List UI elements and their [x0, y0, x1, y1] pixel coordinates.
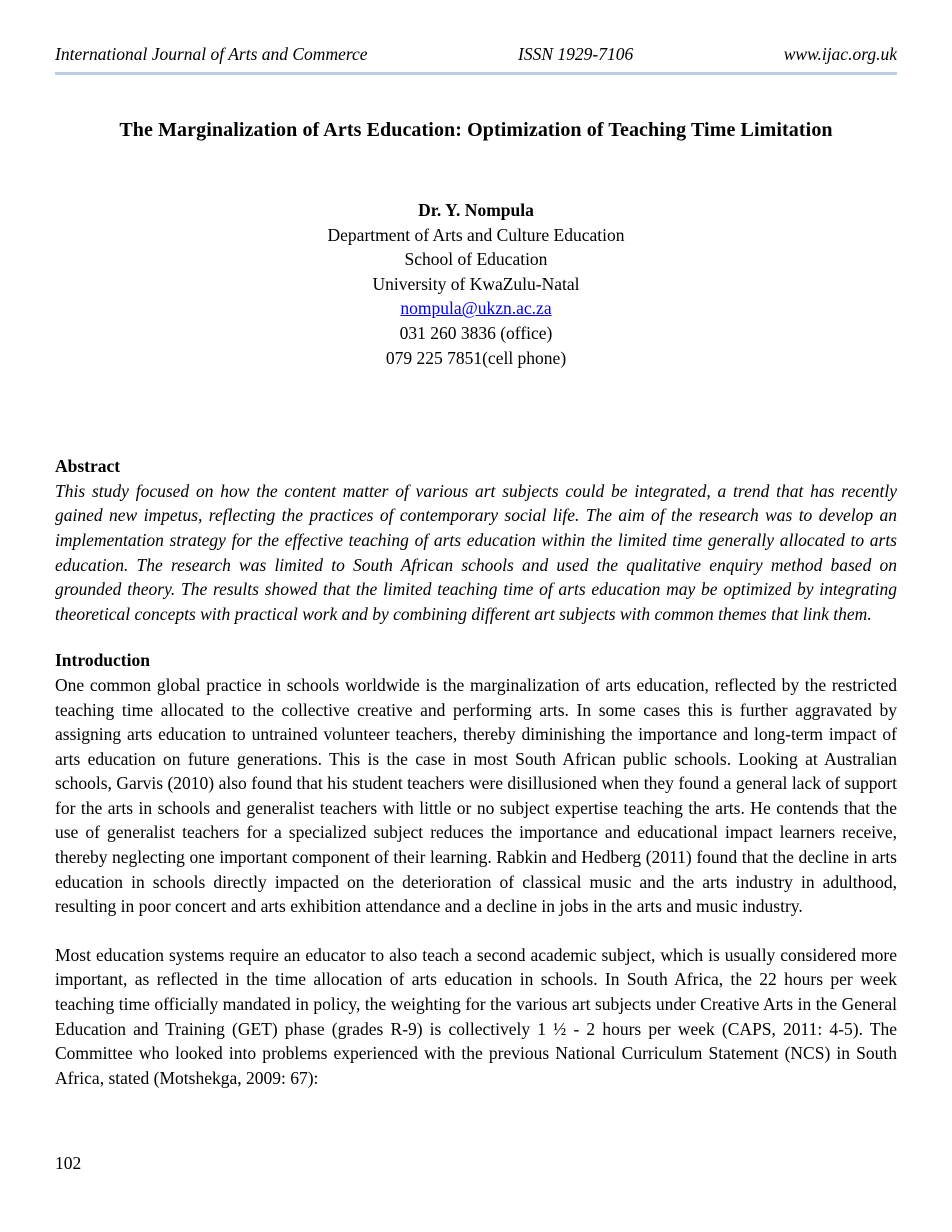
page-footer [55, 1153, 81, 1174]
abstract-text: This study focused on how the content matter of various art subjects could be integrated, a trend that has recently gained new impetus, reflecting the practices of contemporary social life. The aim of the research was to develop an implementation strategy for the effective teaching of arts education within the limited time generally allocated to arts education. The research was limited to South African schools and used the qualitative enquiry method based on grounded theory. The results showed that the limited teaching time of arts education may be optimized by integrating theoretical concepts with practical work and by combining different art subjects with common themes that link them. [55, 480, 897, 624]
abstract-section [55, 454, 897, 626]
author-office-phone: 031 260 3836 (office) [399, 322, 553, 343]
author-block [55, 198, 897, 370]
journal-website: www.ijac.org.uk [783, 44, 897, 64]
author-email-row [55, 296, 897, 321]
author-department: Department of Arts and Culture Education [327, 224, 625, 245]
journal-name: International Journal of Arts and Commerce [55, 44, 368, 64]
page-number: 102 [55, 1153, 82, 1173]
author-name: Dr. Y. Nompula [418, 200, 534, 220]
introduction-section [55, 648, 897, 1090]
introduction-paragraph-2: Most education systems require an educator to also teach a second academic subject, which is usually considered more important, as reflected in the time allocation of arts education in schools. In South Africa, the 22 hours per week teaching time officially mandated in policy, the weighting for the various art subjects under Creative Arts in the General Education and Training (GET) phase (grades R-9) is collectively 1 ½ - 2 hours per week (CAPS, 2011: 4-5). The Committee who looked into problems experienced with the previous National Curriculum Statement (NCS) in South Africa, stated (Motshekga, 2009: 67): [55, 944, 897, 1088]
introduction-paragraph-1: One common global practice in schools worldwide is the marginalization of arts education, reflected by the restricted teaching time allocated to the collective creative and performing arts. In some cases this is further aggravated by assigning arts education to untrained volunteer teachers, thereby diminishing the importance and long-term impact of arts education on future generations. This is the case in most South African public schools. Looking at Australian schools, Garvis (2010) also found that his student teachers were disillusioned when they found a general lack of support for the arts in schools and generalist teachers with little or no subject expertise teaching the arts. He contends that the use of generalist teachers for a specialized subject reduces the importance and educational impact learners receive, thereby neglecting one important component of their learning. Rabkin and Hedberg (2011) found that the decline in arts education in schools directly impacted on the deterioration of classical music and the arts industry in adulthood, resulting in poor concert and arts exhibition attendance and a decline in jobs in the arts and music industry. [55, 674, 897, 917]
author-cell-phone: 079 225 7851(cell phone) [385, 347, 567, 368]
author-school: School of Education [404, 249, 548, 270]
introduction-heading: Introduction [55, 650, 150, 671]
journal-header [55, 44, 897, 75]
abstract-heading: Abstract [55, 456, 121, 477]
author-university: University of KwaZulu-Natal [372, 273, 580, 294]
journal-issn: ISSN 1929-7106 [518, 44, 634, 64]
article-title: The Marginalization of Arts Education: Optimization of Teaching Time Limitation [119, 119, 833, 141]
author-email-link[interactable]: nompula@ukzn.ac.za [400, 298, 552, 319]
